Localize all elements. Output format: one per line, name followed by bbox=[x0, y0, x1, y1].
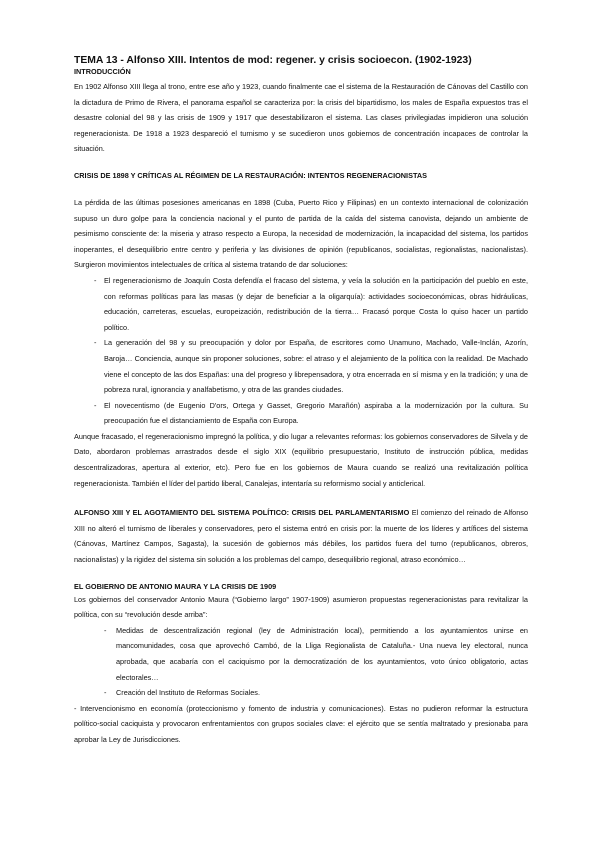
intro-paragraph: En 1902 Alfonso XIII llega al trono, entre ese año y 1923, cuando finalmente cae el sistema de la Restauración de Cánovas del Castillo con la dictadura de Primo de Rivera, el panorama español se caracteriza por: la crisis del bipartidismo, los males de España expuestos tras el desastre colonial del 98 y las crisis de 1909 y 1917 que desestabilizaron el sistema. Las clases privilegiadas impidieron una solución regeneracionista. De 1918 a 1923 despareció el turnismo y se sucedieron unos gobiernos de concentración incapaces de controlar la situación. bbox=[74, 82, 528, 154]
list-item: - Medidas de descentralización regional (ley de Administración local), permitiendo a los ayuntamientos unirse en mancomunidades, cosa que aprovechó Cambó, de la Lliga Regionalista de Cataluña.- Una nueva ley electoral, nunca aprobada, que acabaría con el caciquismo por la democratización de los ayuntamientos, voto único obligatorio, actas electorales… bbox=[104, 623, 528, 685]
section2-heading: ALFONSO XIII Y EL AGOTAMIENTO DEL SISTEMA POLÍTICO: CRISIS DEL PARLAMENTARISMO bbox=[74, 508, 410, 518]
spacer bbox=[74, 491, 528, 505]
section2-paragraph bbox=[74, 505, 528, 567]
section1-closing: Aunque fracasado, el regeneracionismo impregnó la política, y dio lugar a relevantes reformas: los gobiernos conservadores de Silvela y de Dato, abordaron problemas arrastrados desde el siglo XIX (equilibrio presupuestario, Instituto de instrucción pública, medidas descentralizadoras, apertura al exterior, etc). Pero fue en los gobiernos de Maura cuando se realizó una revitalización política regeneracionista. También el líder del partido liberal, Canalejas, intentaría su reformismo social y anticlerical. bbox=[74, 431, 528, 488]
spacer bbox=[74, 157, 528, 171]
document-title: TEMA 13 - Alfonso XIII. Intentos de mod: regener. y crisis socioecon. (1902-1923) bbox=[74, 55, 472, 66]
list-item: - El novecentismo (de Eugenio D'ors, Ortega y Gasset, Gregorio Marañón) aspiraba a la modernización por la cultura. Su preocupación fue el distanciamiento de España con Europa. bbox=[94, 398, 528, 429]
list-item: - El regeneracionismo de Joaquín Costa defendía el fracaso del sistema, y veía la solución en la participación del pueblo en este, con reformas políticas para las masas (y dejar de beneficiar a la oligarquía): actividades socioeconómicas, obras hidráulicas, educación, carreteras, escuelas, europeización, redistribución de la tierra… Fracasó porque Costa lo quiso hacer un partido político. bbox=[94, 273, 528, 335]
spacer bbox=[74, 568, 528, 582]
section1-heading: CRISIS DE 1898 Y CRÍTICAS AL RÉGIMEN DE LA RESTAURACIÓN: INTENTOS REGENERACIONISTAS bbox=[74, 170, 428, 180]
list-item: - La generación del 98 y su preocupación y dolor por España, de escritores como Unamuno, Machado, Valle-Inclán, Azorín, Baroja… Conciencia, aunque sin proponer soluciones, sobre: el atraso y el alejamiento de la política con la realidad. De Machado viene el concepto de las dos Españas: una del progreso y librepensadora, y otra encerrada en sí misma y en la tradición; y una de pobreza rural, ignorancia y analfabetismo, y otra de las grandes ciudades. bbox=[94, 335, 528, 397]
spacer bbox=[74, 181, 528, 195]
section3-heading: EL GOBIERNO DE ANTONIO MAURA Y LA CRISIS DE 1909 bbox=[74, 581, 277, 591]
section2-text: El comienzo del reinado de Alfonso XIII no alteró el turnismo de liberales y conservadores, pero el sistema entró en crisis por: la muerte de los líderes y artífices del sistema (Cánovas, Martínez Campos, Sagasta), la sucesión de gobiernos más débiles, los partidos fuera del turno (republicanos, obreros, nacionalistas) y la rigidez del sistema sin solución a los problemas del campo, desequilibrio regional, atraso económico… bbox=[74, 508, 528, 565]
document-page bbox=[74, 54, 528, 748]
section3-paragraph: Los gobiernos del conservador Antonio Maura (“Gobierno largo” 1907-1909) asumieron propuestas regeneracionistas para revitalizar la política, con su “revolución desde arriba”: bbox=[74, 594, 528, 620]
section1-list bbox=[74, 273, 528, 429]
section3-list bbox=[74, 623, 528, 701]
section1-paragraph: La pérdida de las últimas posesiones americanas en 1898 (Cuba, Puerto Rico y Filipinas) en un contexto internacional de colonización supuso un duro golpe para la conciencia nacional y el punto de partida de la caída del sistema canovista, dejando un ambiente de pesimismo consciente de: la miseria y atraso respecto a Europa, la necesidad de modernización, la incapacidad del sistema, los partidos inoperantes, el desequilibrio entre centro y periferia y las divisiones de opinión (republicanos, socialistas, regionalistas, nacionalistas). Surgieron movimientos intelectuales de crítica al sistema tratando de dar soluciones: bbox=[74, 197, 528, 270]
list-item: - Creación del Instituto de Reformas Sociales. bbox=[104, 685, 528, 701]
intro-heading: INTRODUCCIÓN bbox=[74, 67, 131, 76]
section3-closing: - Intervencionismo en economía (proteccionismo y fomento de industria y comunicaciones). Estas no pudieron reformar la estructura político-social caciquista y provocaron enfrentamientos con grupos sociales clave: el ejército que se sentía maltratado y presionaba para aprobar la Ley de Jurisdicciones. bbox=[74, 703, 528, 744]
